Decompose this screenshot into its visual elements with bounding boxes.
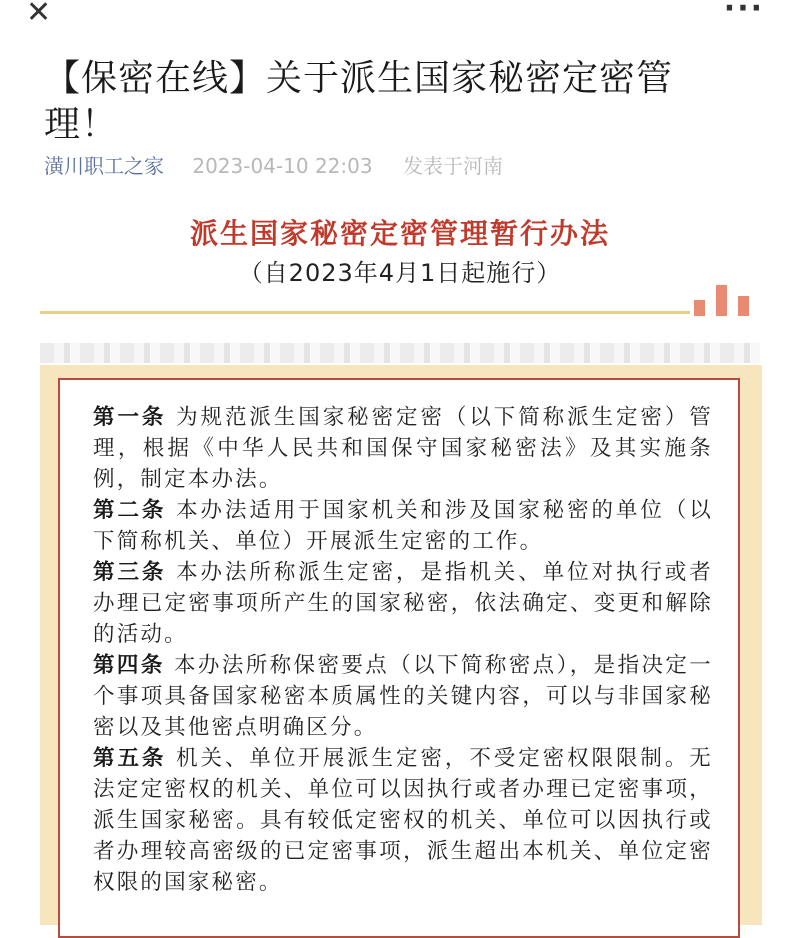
article-list <box>93 402 713 898</box>
publish-date: 2023-04-10 22:03 <box>192 154 373 178</box>
document-subtitle: （自2023年4月1日起施行） <box>238 259 562 287</box>
decoration-bar <box>738 296 749 316</box>
article-item <box>93 650 713 743</box>
article-text: 为规范派生国家秘密定密（以下简称派生定密）管理，根据《中华人民共和国保守国家秘密法》及其实施条例，制定本办法。 <box>93 405 714 492</box>
top-bar <box>0 0 800 34</box>
article-text: 本办法适用于国家机关和涉及国家秘密的单位（以下简称机关、单位）开展派生定密的工作。 <box>93 498 714 554</box>
decoration-bars-icon <box>694 280 764 316</box>
article-number: 第三条 <box>93 560 167 585</box>
article-number: 第五条 <box>93 746 167 771</box>
article-number: 第一条 <box>93 405 167 430</box>
decoration-bar <box>716 285 727 316</box>
article-item <box>93 495 713 557</box>
close-icon[interactable]: ✕ <box>26 0 52 30</box>
author-link[interactable]: 潢川职工之家 <box>44 154 164 178</box>
article-meta <box>44 150 503 179</box>
article-item <box>93 402 713 495</box>
article-text: 本办法所称保密要点（以下简称密点），是指决定一个事项具备国家秘密本质属性的关键内容，可以与非国家秘密以及其他密点明确区分。 <box>93 653 714 740</box>
article-title: 【保密在线】关于派生国家秘密定密管理！ <box>44 58 674 145</box>
blurred-text-strip <box>40 343 760 363</box>
article-text: 机关、单位开展派生定密，不受定密权限限制。无法定定密权的机关、单位可以因执行或者办理已定密事项，派生国家秘密。具有较低定密权的机关、单位可以因执行或者办理较高密级的已定密事项，派生超出本机关、单位定密权限的国家秘密。 <box>93 746 714 895</box>
decoration-bar <box>694 300 705 316</box>
publish-location: 发表于河南 <box>402 154 503 178</box>
document-title: 派生国家秘密定密管理暂行办法 <box>189 217 610 250</box>
article-item <box>93 557 713 650</box>
header-divider <box>40 311 690 314</box>
article-number: 第二条 <box>93 498 167 523</box>
article-text: 本办法所称派生定密，是指机关、单位对执行或者办理已定密事项所产生的国家秘密，依法确定、变更和解除的活动。 <box>93 560 714 647</box>
more-icon[interactable]: ··· <box>723 0 764 26</box>
article-number: 第四条 <box>93 653 165 678</box>
article-item <box>93 743 713 898</box>
